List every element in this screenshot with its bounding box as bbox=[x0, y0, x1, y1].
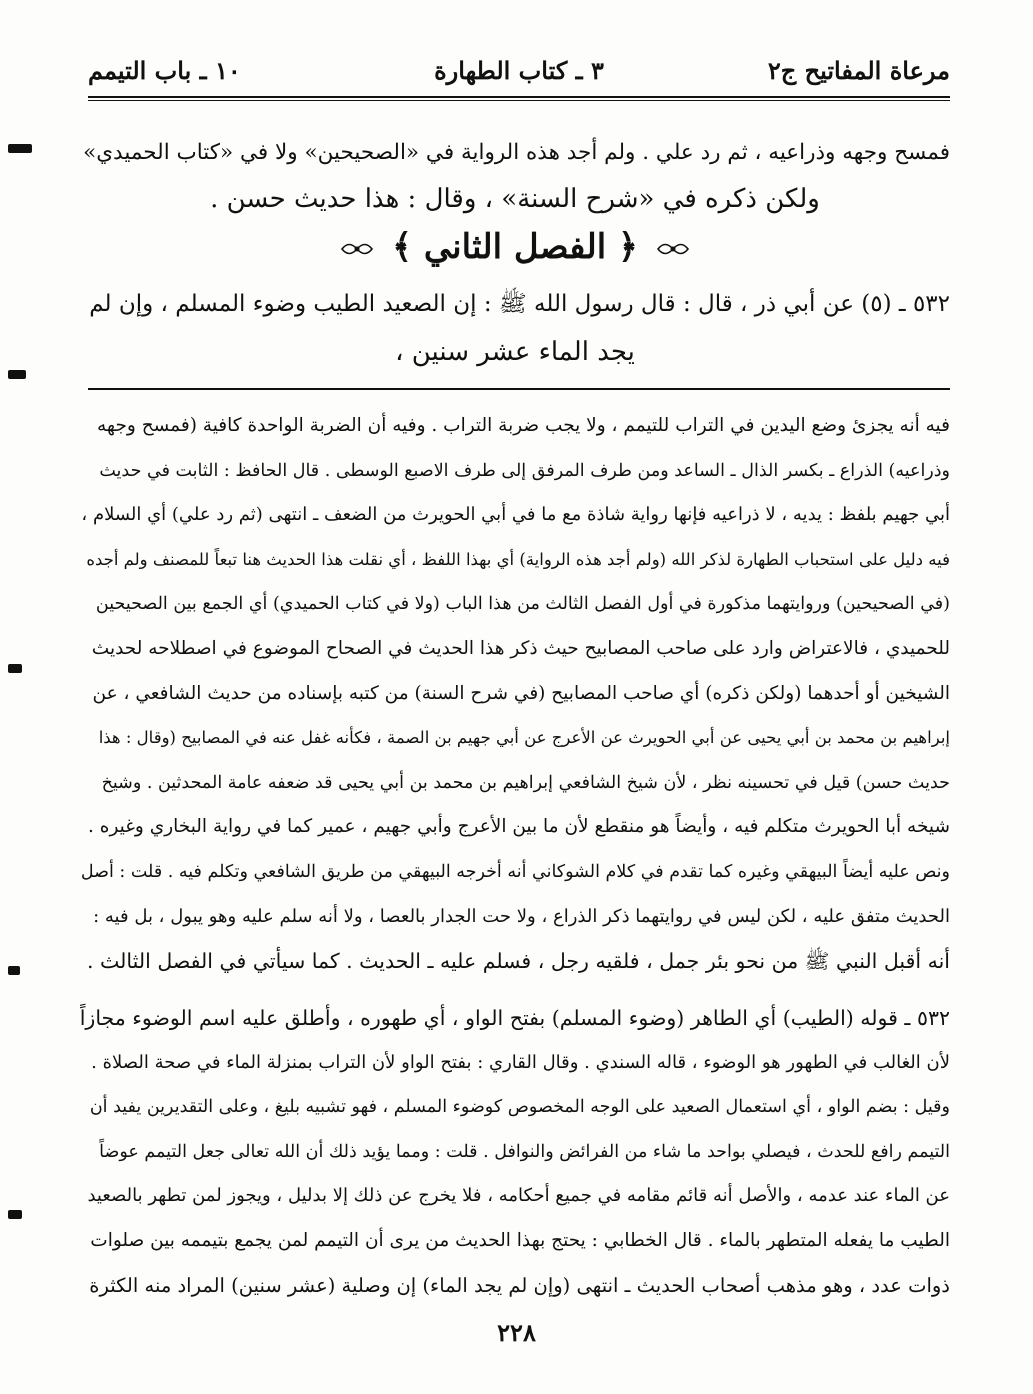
commentary-block-1 bbox=[80, 404, 950, 984]
ornament-bracket-right-icon: ﴿ bbox=[618, 227, 638, 267]
header-section: ١٠ ـ باب التيمم bbox=[88, 56, 241, 85]
commentary-line: الطيب ما يفعله المتطهر بالماء . قال الخطابي : يحتج بهذا الحديث من يرى أن التيمم لمن يجمع بتيممه بين صلوات bbox=[90, 1229, 950, 1251]
commentary-line: إبراهيم بن محمد بن أبي يحيى عن أبي الحويرث عن الأعرج عن أبي جهيم بن الصمة ، فكأنه غفل عنه في المصابيح (وقال : هذا bbox=[98, 728, 950, 748]
commentary-line: فيه دليل على استحباب الطهارة لذكر الله (ولم أجد هذه الرواية) أي بهذا اللفظ ، أي نقلت هذا الحديث هنا تبعاً للمصنف ولم أجده bbox=[86, 549, 950, 569]
commentary-line: الشيخين أو أحدهما (ولكن ذكره) أي صاحب المصابيح (في شرح السنة) من كتبه بإسناده من حديث الشافعي ، عن bbox=[92, 682, 950, 704]
commentary-divider bbox=[88, 388, 950, 390]
commentary-line: ونص عليه أيضاً البيهقي وغيره كما تقدم في كلام الشوكاني أنه أخرجه البيهقي من طريق الشافعي وتكلم فيه . قلت : أصل bbox=[80, 861, 950, 882]
commentary-line: شيخه أبا الحويرث متكلم فيه ، وأيضاً هو منقطع لأن ما بين الأعرج وأبي جهيم ، عمير كما في رواية البخاري وغيره . bbox=[87, 816, 950, 838]
section-heading bbox=[80, 226, 950, 276]
commentary-line: عن الماء عند عدمه ، والأصل أنه قائم مقامه في جميع أحكامه ، فلا يخرج عن ذلك إلا بدليل ، ويجوز لمن تطهر بالصعيد bbox=[87, 1185, 950, 1207]
commentary-line: أبي جهيم بلفظ : يديه ، لا ذراعيه فإنها رواية شاذة مع ما في أبي الحويرث من الضعف ـ انتهى (ثم رد علي) أي السلام ، bbox=[81, 504, 950, 526]
commentary-line: ٥٣٢ ـ قوله (الطيب) أي الطاهر (وضوء المسلم) بفتح الواو ، أي طهوره ، وأطلق عليه اسم الوضوء مجازاً bbox=[80, 1006, 950, 1030]
commentary-line: (في الصحيحين) وروايتهما مذكورة في أول الفصل الثالث من هذا الباب (ولا في كتاب الحميدي) أي الجمع بين الصحيحين bbox=[95, 594, 950, 615]
ornament-icon bbox=[656, 239, 690, 259]
hadith-line: ٥٣٢ ـ (٥) عن أبي ذر ، قال : قال رسول الله ﷺ : إن الصعيد الطيب وضوء المسلم ، وإن لم bbox=[89, 291, 950, 317]
page-number: ٢٢٨ bbox=[497, 1318, 536, 1347]
commentary-line: للحميدي ، فالاعتراض وارد على صاحب المصابيح حيث ذكر هذا الحديث في الصحاح الموضوع في اصطلاحه لحديث bbox=[91, 637, 950, 659]
commentary-line: وقيل : بضم الواو ، أي استعمال الصعيد على الوجه المخصوص كوضوء المسلم ، فهو تشبيه بليغ ، وعلى التقديرين يفيد أن bbox=[89, 1097, 950, 1118]
running-header bbox=[88, 50, 950, 94]
commentary-line: ذوات عدد ، وهو مذهب أصحاب الحديث ـ انتهى (وإن لم يجد الماء) إن وصلية (عشر سنين) المراد منه الكثرة bbox=[89, 1273, 950, 1297]
header-book-volume: مرعاة المفاتيح ج٢ bbox=[767, 56, 950, 85]
section-title: الفصل الثاني bbox=[423, 227, 607, 267]
hadith-line: يجد الماء عشر سنين ، bbox=[395, 337, 635, 367]
commentary-line: فيه أنه يجزئ وضع اليدين في التراب للتيمم ، ولا يجب ضربة التراب . وفيه أن الضربة الواحدة كافية (فمسح وجهه bbox=[97, 415, 950, 436]
header-rule bbox=[88, 96, 950, 98]
header-rule-thin bbox=[88, 100, 950, 101]
ornament-icon bbox=[340, 239, 374, 259]
header-chapter: ٣ ـ كتاب الطهارة bbox=[434, 56, 604, 85]
scan-edge-mark bbox=[8, 966, 20, 975]
commentary-block-2 bbox=[80, 996, 950, 1308]
matn-line: فمسح وجهه وذراعيه ، ثم رد علي . ولم أجد هذه الرواية في «الصحيحين» ولا في «كتاب الحميدي» bbox=[83, 140, 950, 165]
scan-edge-mark bbox=[8, 1210, 22, 1219]
commentary-line: حديث حسن) قيل في تحسينه نظر ، لأن شيخ الشافعي إبراهيم بن محمد بن أبي يحيى قد ضعفه عامة المحدثين . وشيخ bbox=[101, 772, 950, 793]
commentary-line: التيمم رافع للحدث ، فيصلي بواحد ما شاء من الفرائض والنوافل . قلت : ومما يؤيد ذلك أن الله تعالى جعل التيمم عوضاً bbox=[99, 1141, 950, 1162]
scan-edge-mark bbox=[8, 144, 32, 153]
commentary-line: لأن الغالب في الطهور هو الوضوء ، قاله السندي . وقال القاري : بفتح الواو لأن التراب بمنزلة الماء في صحة الصلاة . bbox=[91, 1051, 950, 1073]
scan-edge-mark bbox=[8, 664, 22, 673]
matn-text bbox=[80, 130, 950, 222]
commentary-line: أنه أقبل النبي ﷺ من نحو بئر جمل ، فلقيه رجل ، فسلم عليه ـ الحديث . كما سيأتي في الفصل الثالث . bbox=[87, 949, 950, 974]
hadith-text bbox=[80, 280, 950, 376]
scan-edge-mark bbox=[8, 370, 26, 379]
commentary-line: وذراعيه) الذراع ـ بكسر الذال ـ الساعد ومن طرف المرفق إلى طرف الاصبع الوسطى . قال الحافظ : الثابت في حديث bbox=[99, 460, 950, 481]
commentary-line: الحديث متفق عليه ، لكن ليس في روايتهما ذكر الذراع ، ولا حت الجدار بالعصا ، ولا أنه سلم عليه وهو يبول ، بل فيه : bbox=[93, 905, 950, 927]
ornament-bracket-left-icon: ﴾ bbox=[392, 227, 412, 267]
matn-line: ولكن ذكره في «شرح السنة» ، وقال : هذا حديث حسن . bbox=[210, 184, 820, 214]
